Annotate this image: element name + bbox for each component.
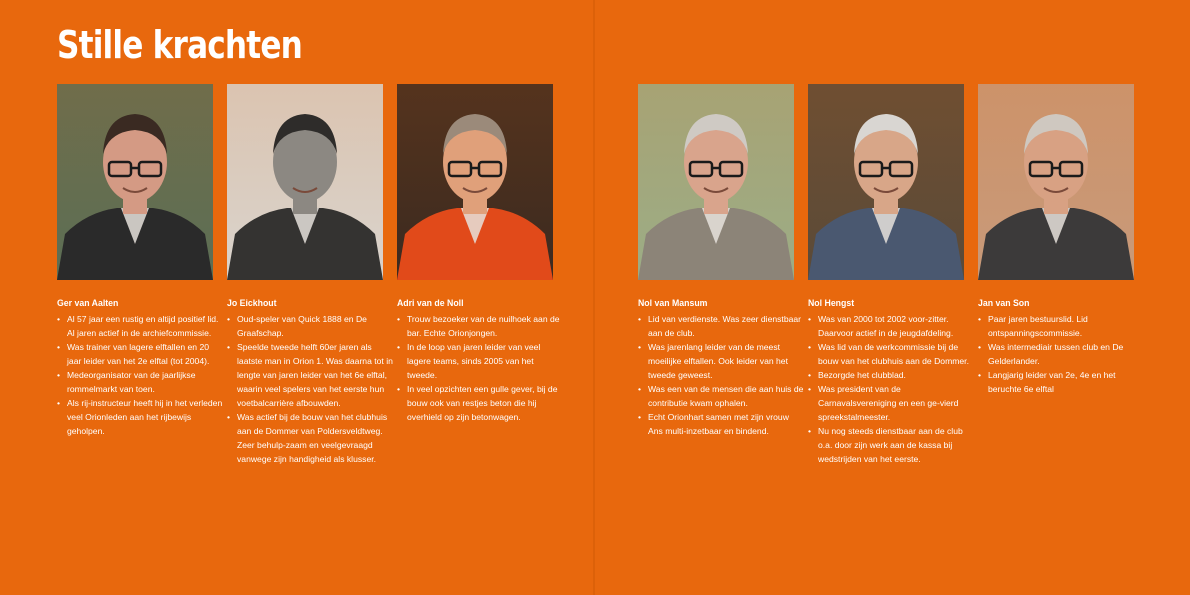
bullet-item: • Medeorganisator van de jaarlijkse rommelmarkt van toen. xyxy=(57,368,223,396)
person-name: Jan van Son xyxy=(978,298,1030,309)
person-card xyxy=(397,84,563,424)
page-spread-gutter xyxy=(593,0,595,595)
portrait-photo xyxy=(638,84,794,280)
person-name: Adri van de Noll xyxy=(397,298,464,309)
person-name: Nol van Mansum xyxy=(638,298,708,309)
person-card xyxy=(808,84,974,466)
portrait-photo xyxy=(227,84,383,280)
bullet-item: • Was actief bij de bouw van het clubhuis aan de Dommer van Poldersveldtweg. Zeer behulp-zaam en veelgevraagd vanwege zijn handigheid als klusser. xyxy=(227,410,393,466)
person-bullets xyxy=(808,312,974,466)
person-name: Ger van Aalten xyxy=(57,298,119,309)
page-title: Stille krachten xyxy=(57,23,303,67)
person-name: Nol Hengst xyxy=(808,298,855,309)
person-bullets xyxy=(227,312,393,466)
person-name: Jo Eickhout xyxy=(227,298,277,309)
person-bullets xyxy=(638,312,804,438)
bullet-item: • Was trainer van lagere elftallen en 20 jaar leider van het 2e elftal (tot 2004). xyxy=(57,340,223,368)
person-card xyxy=(57,84,223,438)
bullet-item: • Speelde tweede helft 60er jaren als laatste man in Orion 1. Was daarna tot in lengte van jaren leider van het 6e elftal, waarin veel spelers van het eerste hun voetbalcarrière afbouwden. xyxy=(227,340,393,410)
person-card xyxy=(978,84,1144,396)
portrait-photo xyxy=(978,84,1134,280)
person-bullets xyxy=(397,312,563,424)
bullet-item: • Was een van de mensen die aan huis de contributie kwam ophalen. xyxy=(638,382,804,410)
bullet-item: • In de loop van jaren leider van veel lagere teams, sinds 2005 van het tweede. xyxy=(397,340,563,382)
bullet-item: • Trouw bezoeker van de nuilhoek aan de bar. Echte Orionjongen. xyxy=(397,312,563,340)
portrait-photo xyxy=(57,84,213,280)
bullet-item: • Paar jaren bestuurslid. Lid ontspanningscommissie. xyxy=(978,312,1144,340)
bullet-item: • In veel opzichten een gulle gever, bij de bouw ook van restjes beton die hij overhield op zijn betonwagen. xyxy=(397,382,563,424)
bullet-item: • Was intermediair tussen club en De Gelderlander. xyxy=(978,340,1144,368)
bullet-item: • Bezorgde het clubblad. xyxy=(808,368,974,382)
person-card xyxy=(638,84,804,438)
bullet-item: • Al 57 jaar een rustig en altijd positief lid. Al jaren actief in de archiefcommissie. xyxy=(57,312,223,340)
person-card xyxy=(227,84,393,466)
bullet-item: • Lid van verdienste. Was zeer dienstbaar aan de club. xyxy=(638,312,804,340)
bullet-item: • Was lid van de werkcommissie bij de bouw van het clubhuis aan de Dommer. xyxy=(808,340,974,368)
bullet-item: • Echt Orionhart samen met zijn vrouw Ans multi-inzetbaar en bindend. xyxy=(638,410,804,438)
portrait-photo xyxy=(808,84,964,280)
bullet-item: • Was jarenlang leider van de meest moeilijke elftallen. Ook leider van het tweede geweest. xyxy=(638,340,804,382)
bullet-item: • Als rij-instructeur heeft hij in het verleden veel Orionleden aan het rijbewijs geholpen. xyxy=(57,396,223,438)
bullet-item: • Oud-speler van Quick 1888 en De Graafschap. xyxy=(227,312,393,340)
bullet-item: • Nu nog steeds dienstbaar aan de club o.a. door zijn werk aan de kassa bij wedstrijden van het eerste. xyxy=(808,424,974,466)
bullet-item: • Was president van de Carnavalsvereniging en een ge-vierd spreekstalmeester. xyxy=(808,382,974,424)
bullet-item: • Was van 2000 tot 2002 voor-zitter. Daarvoor actief in de jeugdafdeling. xyxy=(808,312,974,340)
person-bullets xyxy=(978,312,1144,396)
bullet-item: • Langjarig leider van 2e, 4e en het beruchte 6e elftal xyxy=(978,368,1144,396)
portrait-photo xyxy=(397,84,553,280)
person-bullets xyxy=(57,312,223,438)
